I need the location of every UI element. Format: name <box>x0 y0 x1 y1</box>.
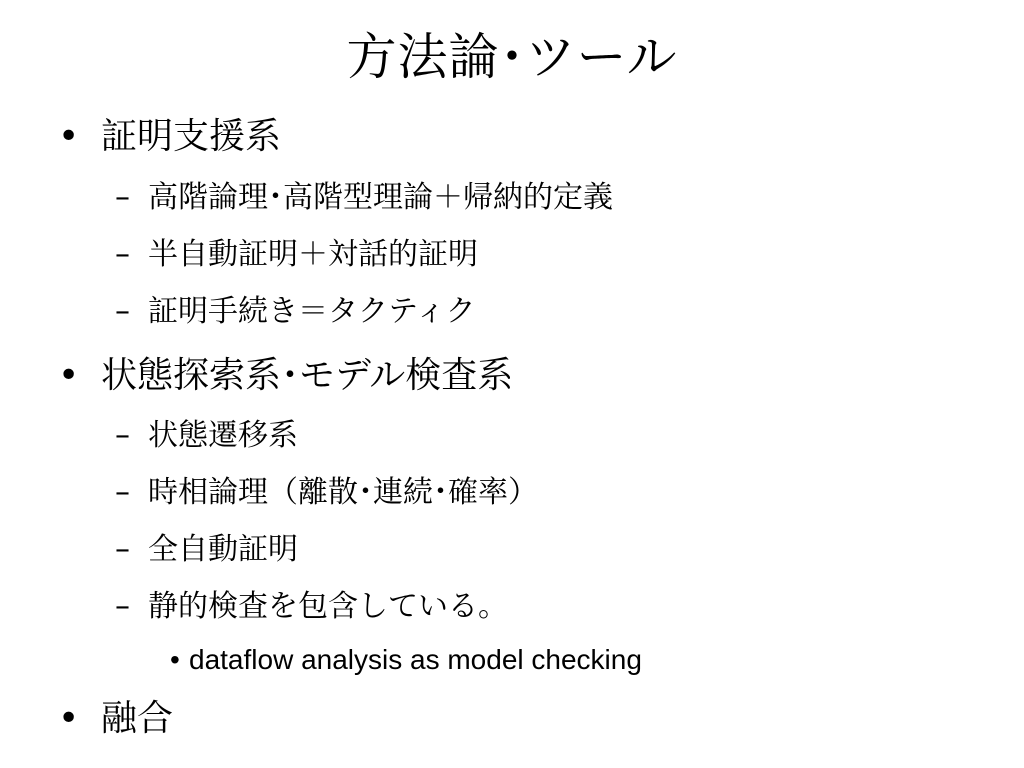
sub-item-text: 高階論理･高階型理論＋帰納的定義 <box>148 180 613 215</box>
sub-sub-item-text: dataflow analysis as model checking <box>189 644 642 675</box>
dash-marker: – <box>115 589 130 624</box>
slide-title: 方法論･ツール <box>346 28 678 86</box>
sub-item-text: 半自動証明＋対話的証明 <box>148 237 478 272</box>
dash-marker: – <box>115 237 130 272</box>
bullet-marker: • <box>58 698 80 739</box>
bullet-text: 融合 <box>101 698 174 739</box>
bullet-marker: • <box>58 116 80 157</box>
bullet-marker: • <box>58 355 80 396</box>
dash-marker: – <box>115 532 130 567</box>
sub-item-text: 全自動証明 <box>148 532 298 567</box>
sub-item-text: 時相論理（離散･連続･確率） <box>148 475 538 510</box>
bullet-text: 状態探索系･モデル検査系 <box>101 355 514 396</box>
bullet-marker: • <box>170 644 180 675</box>
sub-item-text: 静的検査を包含している。 <box>148 589 508 624</box>
sub-item-text: 証明手続き＝タクティク <box>148 294 476 329</box>
sub-item-text: 状態遷移系 <box>148 418 298 453</box>
bullet-text: 証明支援系 <box>101 116 282 157</box>
dash-marker: – <box>115 180 130 215</box>
dash-marker: – <box>115 294 130 329</box>
dash-marker: – <box>115 475 130 510</box>
dash-marker: – <box>115 418 130 453</box>
